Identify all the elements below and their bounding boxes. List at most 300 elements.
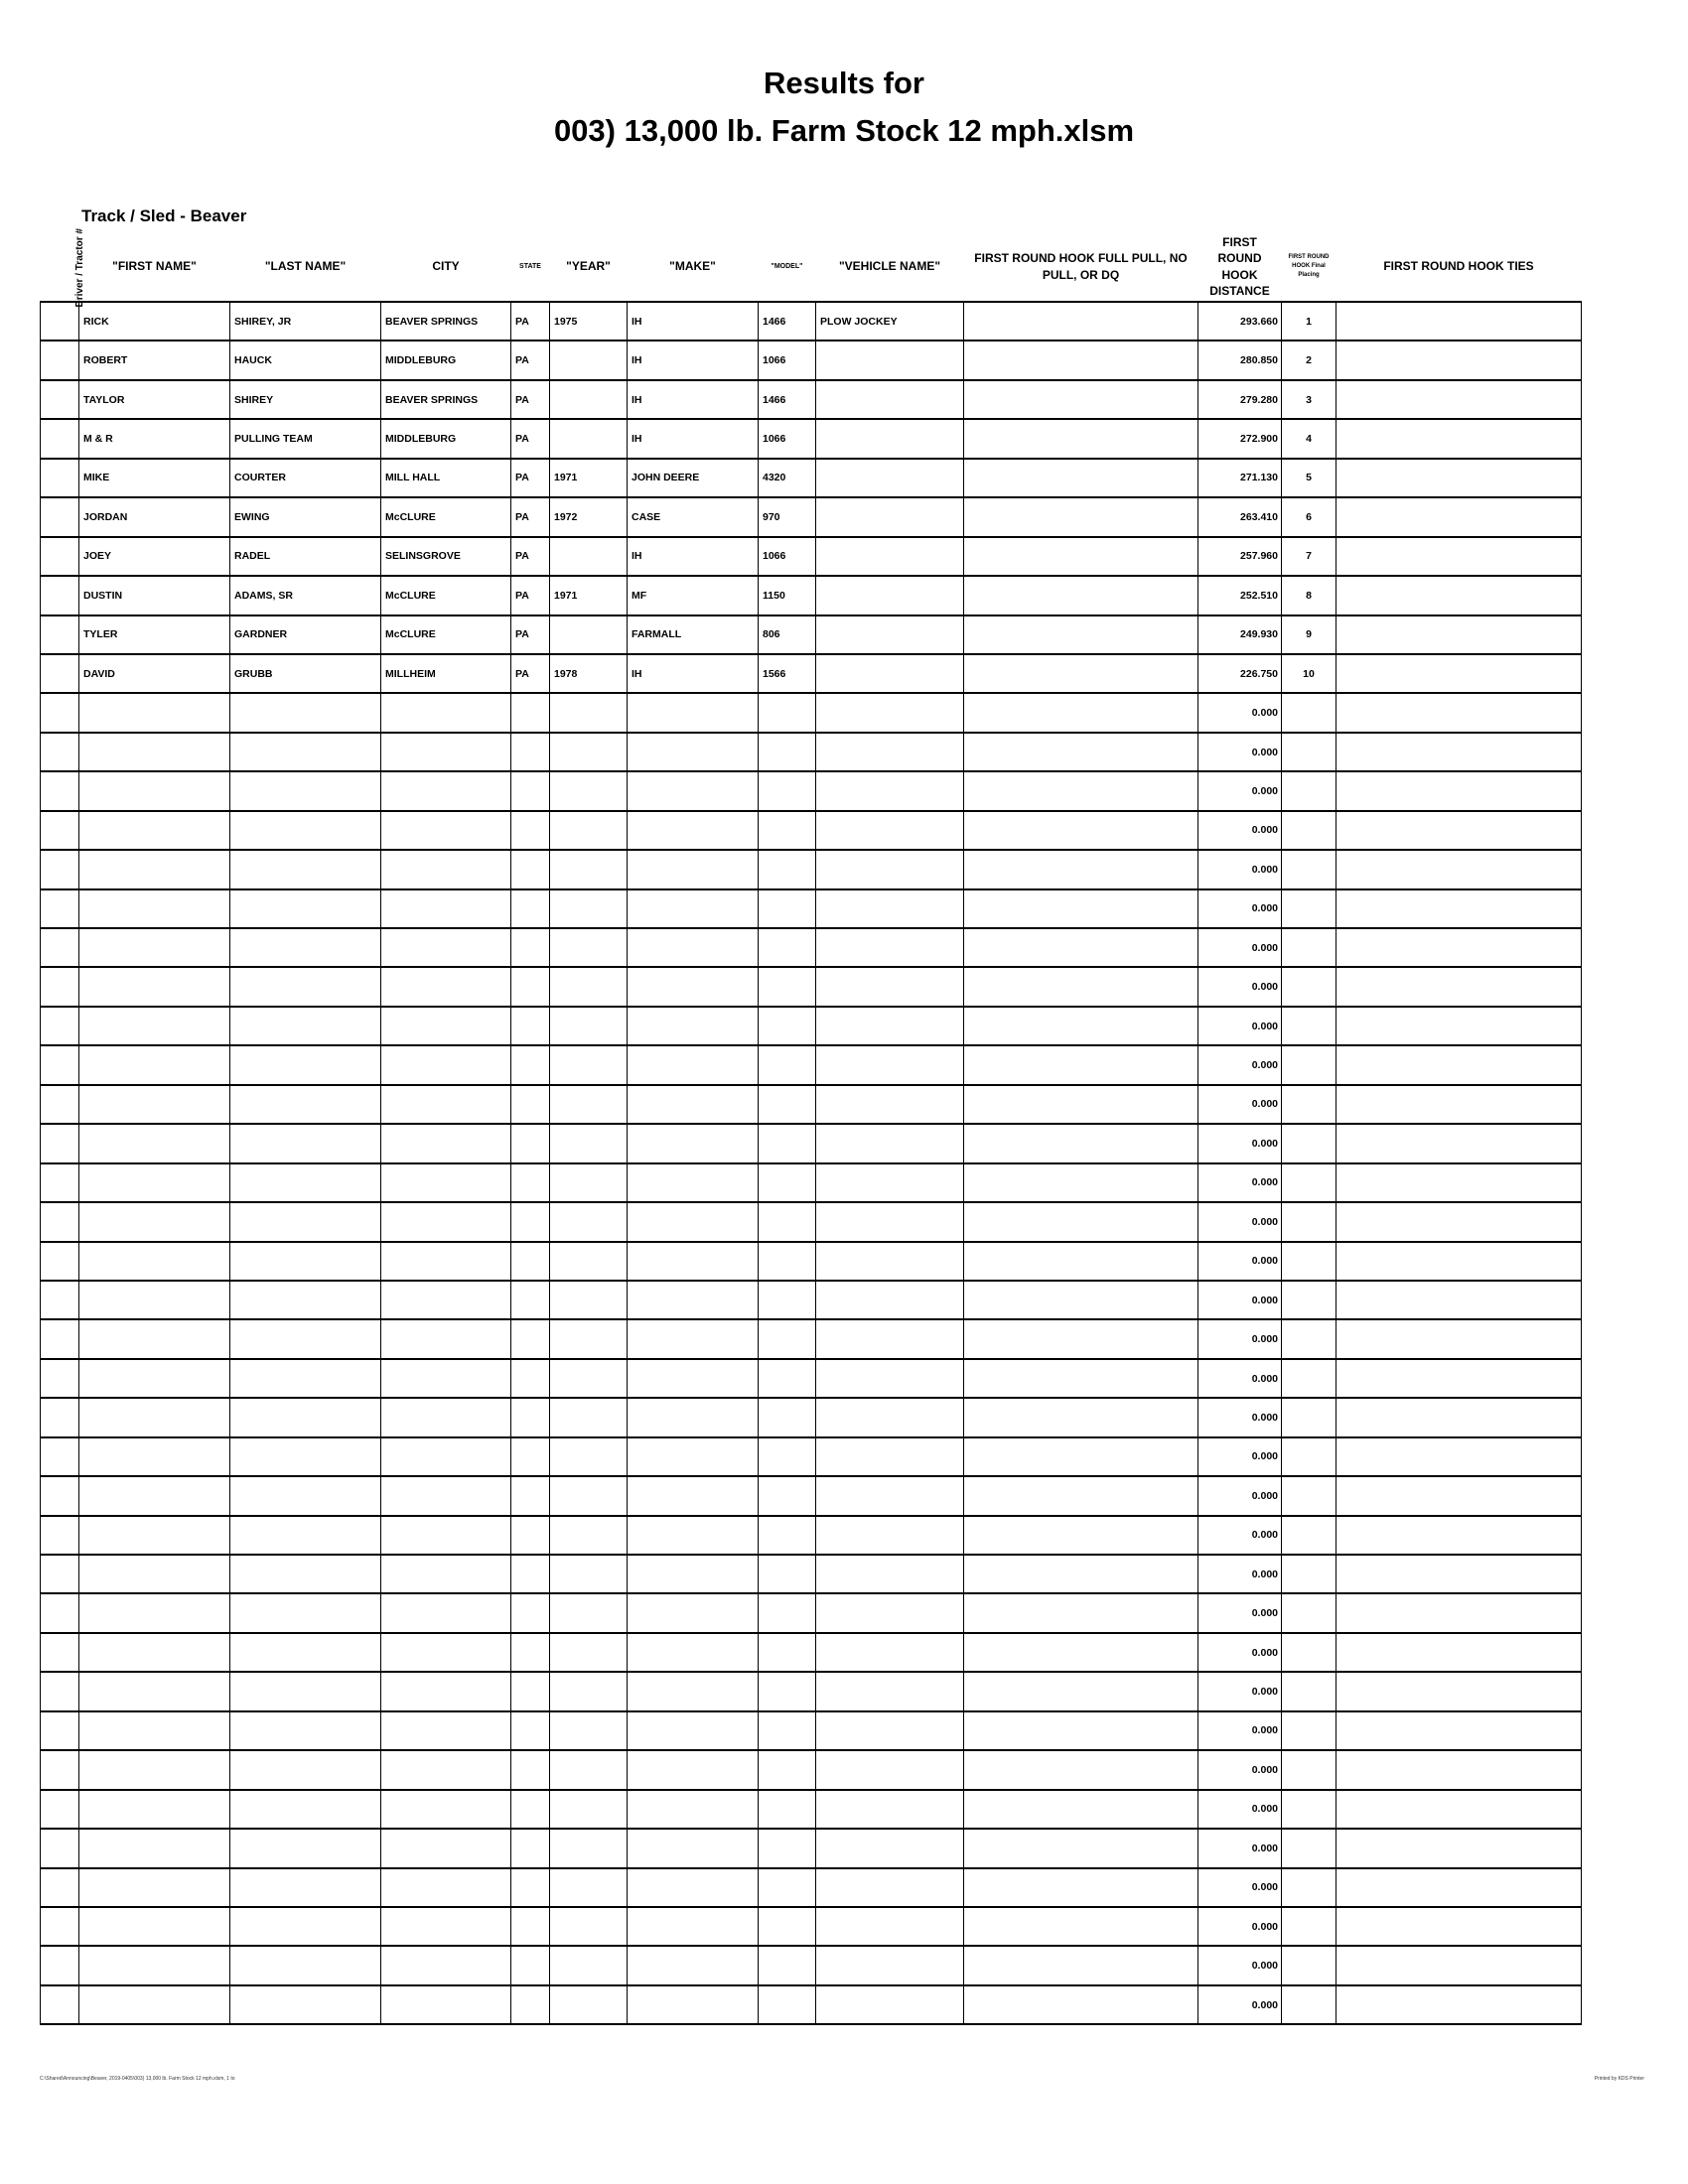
tractor-cell <box>41 380 79 419</box>
year-cell: 1975 <box>550 302 628 341</box>
placing-cell <box>1282 1672 1336 1710</box>
first-name-cell: TYLER <box>79 615 230 654</box>
state-cell <box>511 1633 550 1672</box>
model-cell <box>759 693 816 732</box>
distance-cell: 0.000 <box>1198 1946 1282 1984</box>
table-row <box>41 1516 1582 1555</box>
last-name-cell <box>230 1516 381 1555</box>
hook-status-cell <box>964 380 1198 419</box>
model-cell <box>759 1907 816 1946</box>
make-cell <box>628 1672 759 1710</box>
state-cell <box>511 1750 550 1789</box>
first-name-cell <box>79 1907 230 1946</box>
distance-cell: 0.000 <box>1198 733 1282 771</box>
distance-cell: 0.000 <box>1198 1359 1282 1398</box>
state-cell: PA <box>511 380 550 419</box>
first-name-cell: DUSTIN <box>79 576 230 614</box>
city-cell <box>381 771 511 810</box>
ties-cell <box>1336 1750 1582 1789</box>
tractor-cell <box>41 733 79 771</box>
placing-cell <box>1282 1868 1336 1907</box>
make-cell: IH <box>628 341 759 379</box>
tractor-cell <box>41 928 79 967</box>
state-cell <box>511 1124 550 1162</box>
distance-cell: 0.000 <box>1198 1437 1282 1476</box>
ties-cell <box>1336 1045 1582 1084</box>
vehicle-name-cell <box>816 1985 964 2024</box>
model-cell <box>759 1790 816 1829</box>
state-cell <box>511 1359 550 1398</box>
first-name-cell <box>79 928 230 967</box>
make-cell <box>628 1829 759 1867</box>
distance-cell: 263.410 <box>1198 497 1282 536</box>
placing-cell <box>1282 1593 1336 1632</box>
make-cell <box>628 1045 759 1084</box>
make-cell <box>628 967 759 1006</box>
make-cell <box>628 1555 759 1593</box>
tractor-cell <box>41 576 79 614</box>
model-cell <box>759 1476 816 1515</box>
first-name-cell <box>79 1711 230 1750</box>
make-cell <box>628 1437 759 1476</box>
ties-cell <box>1336 1985 1582 2024</box>
first-name-cell <box>79 1593 230 1632</box>
last-name-cell: RADEL <box>230 537 381 576</box>
city-cell <box>381 733 511 771</box>
make-cell <box>628 1124 759 1162</box>
table-row <box>41 889 1582 928</box>
distance-cell: 0.000 <box>1198 1124 1282 1162</box>
distance-cell: 0.000 <box>1198 1242 1282 1281</box>
year-cell <box>550 1711 628 1750</box>
ties-cell <box>1336 1242 1582 1281</box>
placing-cell <box>1282 889 1336 928</box>
ties-cell <box>1336 1829 1582 1867</box>
tractor-cell <box>41 1085 79 1124</box>
make-cell <box>628 1319 759 1358</box>
model-cell <box>759 1516 816 1555</box>
tractor-cell <box>41 1790 79 1829</box>
model-cell <box>759 1633 816 1672</box>
tractor-cell <box>41 771 79 810</box>
vehicle-name-cell <box>816 615 964 654</box>
model-cell <box>759 1007 816 1045</box>
model-cell <box>759 811 816 850</box>
hook-status-cell <box>964 1359 1198 1398</box>
year-cell <box>550 693 628 732</box>
vehicle-name-cell <box>816 1633 964 1672</box>
first-name-cell <box>79 1045 230 1084</box>
city-cell <box>381 1868 511 1907</box>
placing-cell <box>1282 1946 1336 1984</box>
table-row <box>41 1790 1582 1829</box>
distance-cell: 0.000 <box>1198 1633 1282 1672</box>
model-cell: 1466 <box>759 380 816 419</box>
vehicle-name-cell <box>816 1750 964 1789</box>
city-cell: MIDDLEBURG <box>381 419 511 458</box>
hook-status-cell <box>964 1163 1198 1202</box>
state-cell <box>511 1437 550 1476</box>
state-cell: PA <box>511 497 550 536</box>
year-cell <box>550 1242 628 1281</box>
state-cell <box>511 1672 550 1710</box>
ties-cell <box>1336 576 1582 614</box>
model-cell <box>759 1868 816 1907</box>
first-name-cell <box>79 1790 230 1829</box>
state-cell <box>511 811 550 850</box>
make-cell <box>628 1711 759 1750</box>
vehicle-name-cell <box>816 889 964 928</box>
state-cell: PA <box>511 341 550 379</box>
state-cell <box>511 850 550 888</box>
last-name-cell: PULLING TEAM <box>230 419 381 458</box>
model-cell <box>759 889 816 928</box>
year-cell <box>550 1750 628 1789</box>
city-cell <box>381 1124 511 1162</box>
tractor-cell <box>41 850 79 888</box>
tractor-cell <box>41 1007 79 1045</box>
ties-cell <box>1336 928 1582 967</box>
hook-status-cell <box>964 302 1198 341</box>
make-cell <box>628 733 759 771</box>
hook-status-cell <box>964 1711 1198 1750</box>
last-name-cell <box>230 1985 381 2024</box>
city-cell <box>381 1985 511 2024</box>
table-row <box>41 1946 1582 1984</box>
make-cell <box>628 1593 759 1632</box>
tractor-cell <box>41 1946 79 1984</box>
make-cell <box>628 1007 759 1045</box>
table-row <box>41 1633 1582 1672</box>
placing-cell: 10 <box>1282 654 1336 693</box>
placing-cell: 8 <box>1282 576 1336 614</box>
city-cell <box>381 811 511 850</box>
tractor-cell <box>41 1045 79 1084</box>
city-cell: McCLURE <box>381 615 511 654</box>
distance-cell: 0.000 <box>1198 811 1282 850</box>
make-cell <box>628 1085 759 1124</box>
tractor-cell <box>41 1242 79 1281</box>
vehicle-name-cell <box>816 1319 964 1358</box>
ties-cell <box>1336 850 1582 888</box>
hook-status-cell <box>964 1946 1198 1984</box>
first-name-cell: DAVID <box>79 654 230 693</box>
ties-cell <box>1336 693 1582 732</box>
year-cell <box>550 1790 628 1829</box>
tractor-cell <box>41 1593 79 1632</box>
results-body <box>41 302 1582 2024</box>
make-cell <box>628 1516 759 1555</box>
table-row <box>41 576 1582 614</box>
city-cell <box>381 1437 511 1476</box>
model-cell: 806 <box>759 615 816 654</box>
model-cell <box>759 1163 816 1202</box>
distance-cell: 0.000 <box>1198 1007 1282 1045</box>
distance-cell: 257.960 <box>1198 537 1282 576</box>
model-cell <box>759 1672 816 1710</box>
year-cell <box>550 1437 628 1476</box>
first-name-cell <box>79 889 230 928</box>
vehicle-name-cell <box>816 1202 964 1241</box>
year-cell <box>550 419 628 458</box>
first-name-cell <box>79 1437 230 1476</box>
tractor-cell <box>41 1750 79 1789</box>
last-name-cell <box>230 1124 381 1162</box>
tractor-cell <box>41 1163 79 1202</box>
year-cell <box>550 1319 628 1358</box>
state-cell <box>511 928 550 967</box>
ties-cell <box>1336 1633 1582 1672</box>
city-cell <box>381 1398 511 1436</box>
ties-cell <box>1336 811 1582 850</box>
table-row <box>41 1045 1582 1084</box>
hook-status-cell <box>964 654 1198 693</box>
last-name-cell <box>230 811 381 850</box>
placing-cell <box>1282 1476 1336 1515</box>
table-row <box>41 380 1582 419</box>
placing-cell <box>1282 1045 1336 1084</box>
last-name-cell <box>230 1672 381 1710</box>
vehicle-name-cell <box>816 771 964 810</box>
table-row <box>41 811 1582 850</box>
model-cell: 1566 <box>759 654 816 693</box>
hook-status-cell <box>964 576 1198 614</box>
hook-status-cell <box>964 1242 1198 1281</box>
make-cell <box>628 1163 759 1202</box>
table-row <box>41 1202 1582 1241</box>
placing-cell <box>1282 1163 1336 1202</box>
ties-cell <box>1336 889 1582 928</box>
first-name-cell: MIKE <box>79 459 230 497</box>
city-cell <box>381 1593 511 1632</box>
hook-status-cell <box>964 811 1198 850</box>
model-cell <box>759 733 816 771</box>
model-cell <box>759 1085 816 1124</box>
hook-status-cell <box>964 1672 1198 1710</box>
city-cell <box>381 1790 511 1829</box>
state-cell: PA <box>511 537 550 576</box>
ties-cell <box>1336 1907 1582 1946</box>
last-name-cell <box>230 1868 381 1907</box>
vehicle-name-cell <box>816 850 964 888</box>
vehicle-name-cell <box>816 1085 964 1124</box>
make-cell <box>628 1750 759 1789</box>
state-cell <box>511 771 550 810</box>
vehicle-name-cell <box>816 811 964 850</box>
vehicle-name-cell <box>816 1007 964 1045</box>
table-row <box>41 1985 1582 2024</box>
vehicle-name-cell <box>816 1555 964 1593</box>
ties-cell <box>1336 537 1582 576</box>
header-make: "MAKE" <box>628 232 759 302</box>
header-model: "MODEL" <box>759 232 816 302</box>
track-sled-label: Track / Sled - Beaver <box>81 206 247 225</box>
last-name-cell <box>230 1555 381 1593</box>
make-cell <box>628 1868 759 1907</box>
placing-cell: 9 <box>1282 615 1336 654</box>
vehicle-name-cell <box>816 1672 964 1710</box>
city-cell <box>381 1085 511 1124</box>
state-cell <box>511 1516 550 1555</box>
placing-cell <box>1282 1202 1336 1241</box>
make-cell <box>628 811 759 850</box>
placing-cell: 1 <box>1282 302 1336 341</box>
model-cell: 1066 <box>759 419 816 458</box>
distance-cell: 0.000 <box>1198 1281 1282 1319</box>
hook-status-cell <box>964 1281 1198 1319</box>
distance-cell: 272.900 <box>1198 419 1282 458</box>
last-name-cell <box>230 1359 381 1398</box>
placing-cell <box>1282 1359 1336 1398</box>
placing-cell <box>1282 1711 1336 1750</box>
first-name-cell <box>79 811 230 850</box>
placing-cell <box>1282 967 1336 1006</box>
vehicle-name-cell <box>816 1124 964 1162</box>
year-cell <box>550 1124 628 1162</box>
placing-cell: 3 <box>1282 380 1336 419</box>
state-cell <box>511 1007 550 1045</box>
ties-cell <box>1336 1555 1582 1593</box>
city-cell: MILL HALL <box>381 459 511 497</box>
state-cell <box>511 1476 550 1515</box>
ties-cell <box>1336 419 1582 458</box>
tractor-cell <box>41 1633 79 1672</box>
last-name-cell <box>230 1437 381 1476</box>
first-name-cell <box>79 1516 230 1555</box>
distance-cell: 0.000 <box>1198 1711 1282 1750</box>
placing-cell <box>1282 1907 1336 1946</box>
table-row <box>41 1555 1582 1593</box>
first-name-cell <box>79 1750 230 1789</box>
make-cell: IH <box>628 302 759 341</box>
hook-status-cell <box>964 733 1198 771</box>
table-row <box>41 928 1582 967</box>
make-cell <box>628 889 759 928</box>
placing-cell <box>1282 1555 1336 1593</box>
city-cell: BEAVER SPRINGS <box>381 380 511 419</box>
model-cell <box>759 1045 816 1084</box>
ties-cell <box>1336 1946 1582 1984</box>
table-row <box>41 615 1582 654</box>
city-cell <box>381 1672 511 1710</box>
table-row <box>41 771 1582 810</box>
tractor-cell <box>41 1359 79 1398</box>
ties-cell <box>1336 1593 1582 1632</box>
placing-cell: 7 <box>1282 537 1336 576</box>
distance-cell: 0.000 <box>1198 1555 1282 1593</box>
last-name-cell <box>230 1633 381 1672</box>
hook-status-cell <box>964 1437 1198 1476</box>
ties-cell <box>1336 1202 1582 1241</box>
ties-cell <box>1336 497 1582 536</box>
placing-cell <box>1282 1516 1336 1555</box>
model-cell <box>759 967 816 1006</box>
ties-cell <box>1336 654 1582 693</box>
model-cell <box>759 850 816 888</box>
ties-cell <box>1336 771 1582 810</box>
tractor-cell <box>41 1829 79 1867</box>
city-cell <box>381 1007 511 1045</box>
table-row <box>41 419 1582 458</box>
ties-cell <box>1336 733 1582 771</box>
state-cell <box>511 1985 550 2024</box>
model-cell <box>759 1711 816 1750</box>
model-cell: 1150 <box>759 576 816 614</box>
state-cell <box>511 1829 550 1867</box>
ties-cell <box>1336 1319 1582 1358</box>
city-cell <box>381 1555 511 1593</box>
vehicle-name-cell <box>816 967 964 1006</box>
last-name-cell <box>230 1907 381 1946</box>
vehicle-name-cell <box>816 459 964 497</box>
tractor-cell <box>41 1555 79 1593</box>
table-row <box>41 693 1582 732</box>
first-name-cell: M & R <box>79 419 230 458</box>
city-cell <box>381 1476 511 1515</box>
ties-cell <box>1336 1476 1582 1515</box>
tractor-cell <box>41 1907 79 1946</box>
first-name-cell <box>79 1868 230 1907</box>
distance-cell: 252.510 <box>1198 576 1282 614</box>
placing-cell <box>1282 1281 1336 1319</box>
distance-cell: 0.000 <box>1198 928 1282 967</box>
tractor-cell <box>41 1516 79 1555</box>
ties-cell <box>1336 1711 1582 1750</box>
last-name-cell: SHIREY, JR <box>230 302 381 341</box>
vehicle-name-cell: PLOW JOCKEY <box>816 302 964 341</box>
distance-cell: 293.660 <box>1198 302 1282 341</box>
year-cell <box>550 1985 628 2024</box>
hook-status-cell <box>964 459 1198 497</box>
vehicle-name-cell <box>816 1790 964 1829</box>
year-cell <box>550 1202 628 1241</box>
last-name-cell <box>230 1476 381 1515</box>
last-name-cell <box>230 928 381 967</box>
hook-status-cell <box>964 1555 1198 1593</box>
placing-cell <box>1282 850 1336 888</box>
city-cell <box>381 1711 511 1750</box>
vehicle-name-cell <box>816 1829 964 1867</box>
year-cell <box>550 1946 628 1984</box>
table-row <box>41 1750 1582 1789</box>
last-name-cell: ADAMS, SR <box>230 576 381 614</box>
class-title: 003) 13,000 lb. Farm Stock 12 mph.xlsm <box>553 113 1135 148</box>
first-name-cell: ROBERT <box>79 341 230 379</box>
distance-cell: 0.000 <box>1198 889 1282 928</box>
ties-cell <box>1336 1124 1582 1162</box>
model-cell: 1066 <box>759 341 816 379</box>
city-cell: SELINSGROVE <box>381 537 511 576</box>
model-cell <box>759 1319 816 1358</box>
first-name-cell <box>79 850 230 888</box>
hook-status-cell <box>964 928 1198 967</box>
vehicle-name-cell <box>816 928 964 967</box>
first-name-cell <box>79 693 230 732</box>
hook-status-cell <box>964 771 1198 810</box>
placing-cell: 6 <box>1282 497 1336 536</box>
year-cell <box>550 1045 628 1084</box>
table-row <box>41 302 1582 341</box>
hook-status-cell <box>964 1319 1198 1358</box>
hook-status-cell <box>964 1045 1198 1084</box>
ties-cell <box>1336 1868 1582 1907</box>
first-name-cell <box>79 1281 230 1319</box>
year-cell <box>550 1281 628 1319</box>
last-name-cell <box>230 1790 381 1829</box>
hook-status-cell <box>964 497 1198 536</box>
ties-cell <box>1336 1163 1582 1202</box>
placing-cell <box>1282 693 1336 732</box>
